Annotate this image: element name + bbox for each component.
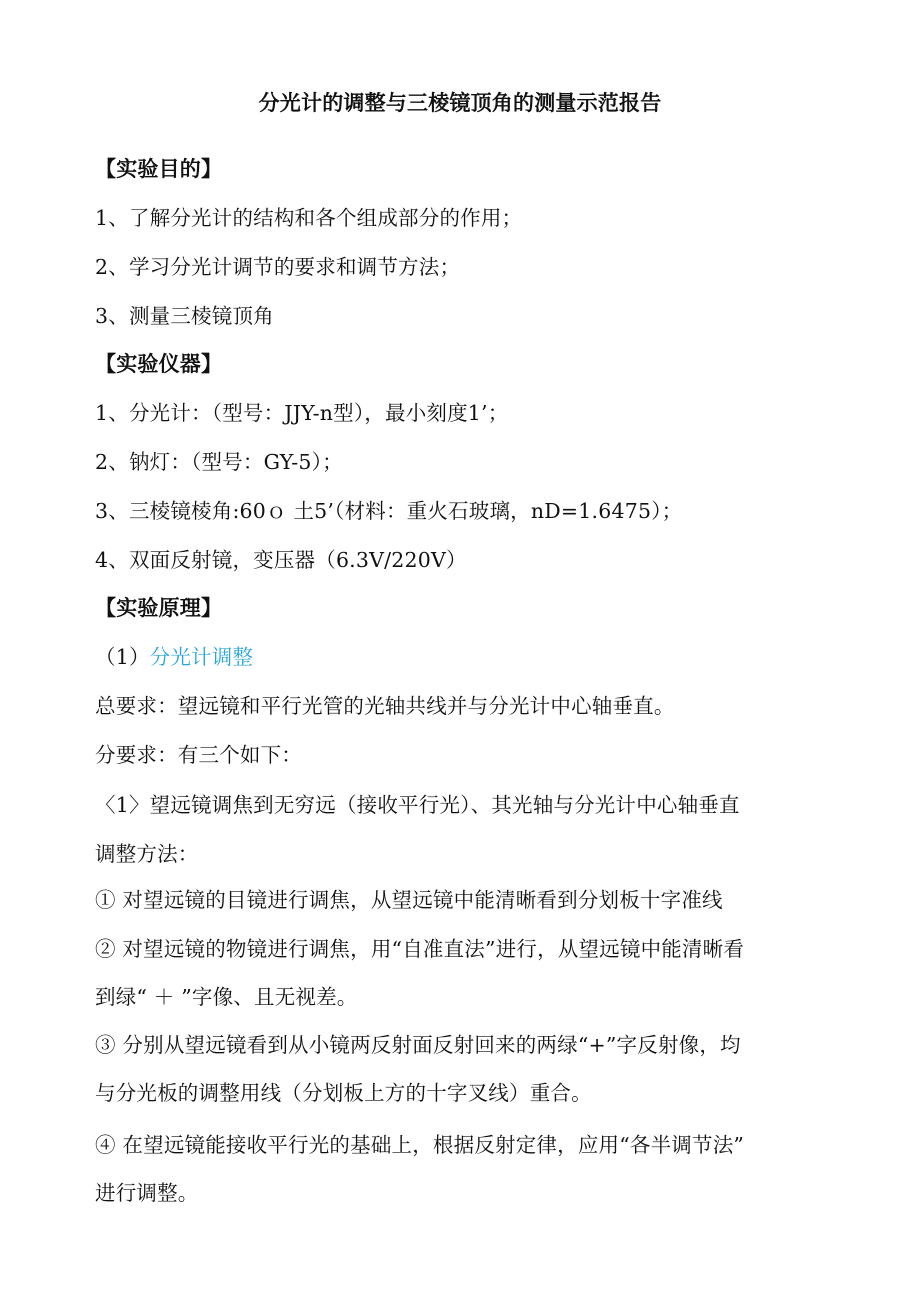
purpose-item-2: 2、学习分光计调节的要求和调节方法；: [95, 255, 461, 279]
method-label: 调整方法：: [95, 842, 199, 866]
sub-requirement: 分要求：有三个如下：: [95, 743, 302, 767]
subheading-link[interactable]: 分光计调整: [149, 645, 254, 669]
page-title: 分光计的调整与三棱镜顶角的测量示范报告: [258, 90, 662, 115]
step-4-line-1: ④ 在望远镜能接收平行光的基础上，根据反射定律，应用“各半调节法”: [95, 1133, 745, 1157]
general-requirement: 总要求：望远镜和平行光管的光轴共线并与分光计中心轴垂直。: [95, 694, 675, 718]
section-heading-purpose: 【实验目的】: [95, 156, 223, 181]
step-2-line-2: 到绿“ ＋ ”字像、且无视差。: [95, 985, 358, 1009]
section-heading-principle: 【实验原理】: [95, 595, 223, 620]
purpose-item-1: 1、了解分光计的结构和各个组成部分的作用；: [95, 206, 523, 230]
principle-subheading: [95, 645, 253, 669]
subheading-prefix: （1）: [95, 645, 150, 669]
step-2-line-1: ② 对望远镜的物镜进行调焦，用“自准直法”进行，从望远镜中能清晰看: [95, 937, 745, 961]
instrument-item-4: 4、双面反射镜，变压器（6.3V/220V）: [95, 548, 467, 572]
step-3-line-1: ③ 分别从望远镜看到从小镜两反射面反射回来的两绿“+”字反射像，均: [95, 1033, 741, 1057]
instrument-item-2: 2、钠灯：（型号：GY-5）；: [95, 450, 343, 474]
instrument-item-1: 1、分光计：（型号：JJY-n型），最小刻度1’；: [95, 401, 509, 425]
step-1: ① 对望远镜的目镜进行调焦，从望远镜中能清晰看到分划板十字准线: [95, 888, 723, 912]
step-3-line-2: 与分光板的调整用线（分划板上方的十字叉线）重合。: [95, 1081, 592, 1105]
instrument-item-3: 3、三棱镜棱角:60ｏ 土5’（材料：重火石玻璃，nD=1.6475）；: [95, 499, 683, 523]
requirement-1: 〈1〉望远镜调焦到无穷远（接收平行光）、其光轴与分光计中心轴垂直: [95, 793, 740, 817]
section-heading-instruments: 【实验仪器】: [95, 351, 223, 376]
purpose-item-3: 3、测量三棱镜顶角: [95, 304, 274, 328]
step-4-line-2: 进行调整。: [95, 1181, 199, 1205]
